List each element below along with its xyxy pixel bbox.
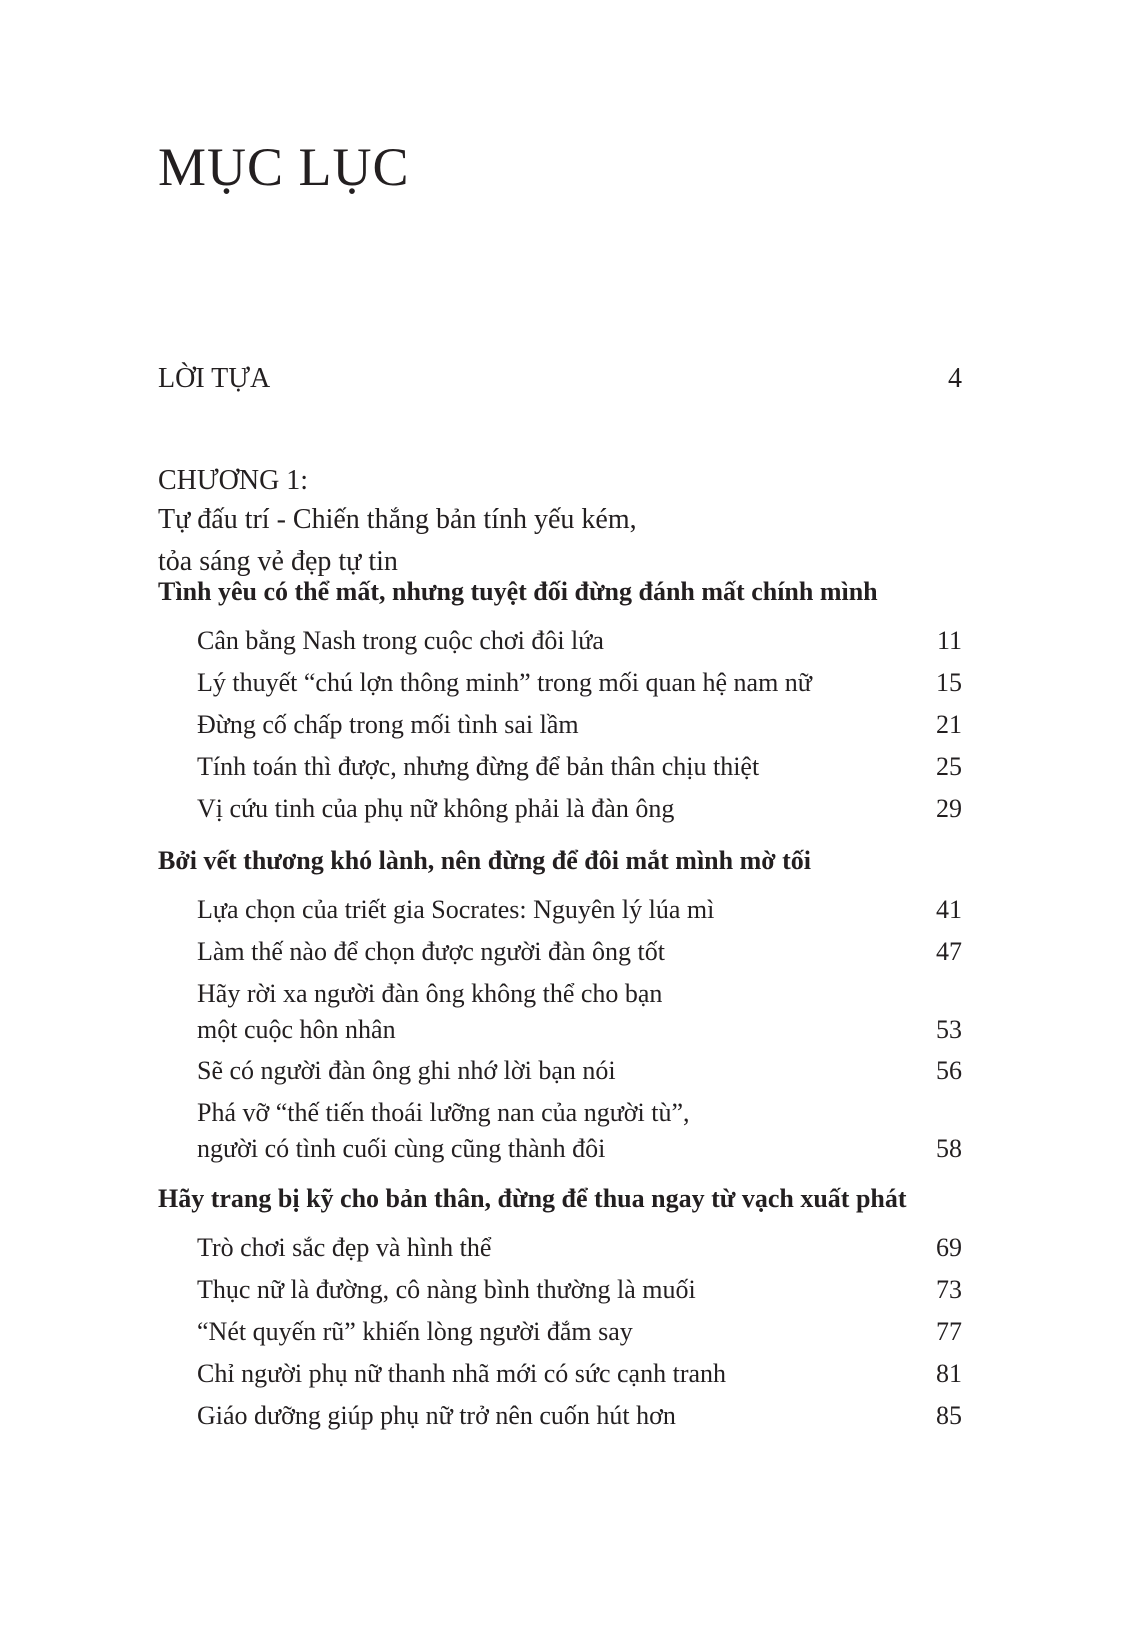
entry-page-number: 29 [936,794,962,823]
entry-title: Chỉ người phụ nữ thanh nhã mới có sức cạnh tranh [197,1359,727,1388]
toc-entry[interactable] [197,1272,962,1308]
toc-entry[interactable] [197,749,962,785]
toc-entry[interactable] [197,791,962,827]
page-title: MỤC LỤC [158,137,410,197]
preface-label: LỜI TỰA [158,363,271,394]
entry-page-number: 53 [936,1015,962,1044]
toc-entry[interactable] [197,623,962,659]
entry-page-number: 81 [936,1359,962,1388]
entry-page-number: 25 [936,752,962,781]
toc-preface-row[interactable] [158,365,962,393]
entry-title: Thục nữ là đường, cô nàng bình thường là muối [197,1275,696,1304]
entry-title: Hãy rời xa người đàn ông không thể cho bạn một cuộc hôn nhân [197,979,663,1044]
entry-page-number: 77 [936,1317,962,1346]
entry-title: Phá vỡ “thế tiến thoái lưỡng nan của người tù”, người có tình cuối cùng cũng thành đôi [197,1098,690,1163]
toc-entry[interactable] [197,1053,962,1089]
preface-page-number: 4 [948,363,962,394]
entry-page-number: 47 [936,937,962,966]
toc-entry[interactable] [197,976,962,1048]
toc-entry[interactable] [197,665,962,701]
toc-entry[interactable] [197,892,962,928]
entry-title: Lựa chọn của triết gia Socrates: Nguyên lý lúa mì [197,895,715,924]
toc-entry[interactable] [197,1095,962,1167]
chapter-label: CHƯƠNG 1: [158,465,309,496]
entry-title: Giáo dưỡng giúp phụ nữ trở nên cuốn hút hơn [197,1401,676,1430]
toc-entry[interactable] [197,707,962,743]
entry-page-number: 56 [936,1056,962,1085]
toc-entry[interactable] [197,1230,962,1266]
section-heading-3: Hãy trang bị kỹ cho bản thân, đừng để thua ngay từ vạch xuất phát [158,1184,907,1213]
section-heading-2: Bởi vết thương khó lành, nên đừng để đôi mắt mình mờ tối [158,846,812,875]
section-heading-1: Tình yêu có thể mất, nhưng tuyệt đối đừng đánh mất chính mình [158,577,878,606]
entry-title: Lý thuyết “chú lợn thông minh” trong mối quan hệ nam nữ [197,668,812,697]
entry-page-number: 21 [936,710,962,739]
entry-title: Sẽ có người đàn ông ghi nhớ lời bạn nói [197,1056,616,1085]
toc-entry[interactable] [197,1314,962,1350]
entry-page-number: 58 [936,1134,962,1163]
entry-page-number: 15 [936,668,962,697]
entry-page-number: 41 [936,895,962,924]
entry-page-number: 11 [936,626,962,655]
entry-title: Đừng cố chấp trong mối tình sai lầm [197,710,579,739]
entry-page-number: 69 [936,1233,962,1262]
entry-title: Cân bằng Nash trong cuộc chơi đôi lứa [197,626,604,655]
entry-title: Trò chơi sắc đẹp và hình thể [197,1233,492,1262]
chapter-heading [158,463,637,583]
entry-page-number: 73 [936,1275,962,1304]
entry-page-number: 85 [936,1401,962,1430]
chapter-subtitle-line-1: Tự đấu trí - Chiến thắng bản tính yếu kém, [158,504,637,535]
entry-title: Vị cứu tinh của phụ nữ không phải là đàn ông [197,794,675,823]
chapter-subtitle-line-2: tỏa sáng vẻ đẹp tự tin [158,546,398,577]
toc-entry[interactable] [197,1398,962,1434]
toc-entry[interactable] [197,934,962,970]
entry-title: Tính toán thì được, nhưng đừng để bản thân chịu thiệt [197,752,760,781]
toc-entry[interactable] [197,1356,962,1392]
entry-title: “Nét quyến rũ” khiến lòng người đắm say [197,1317,633,1346]
entry-title: Làm thế nào để chọn được người đàn ông tốt [197,937,665,966]
